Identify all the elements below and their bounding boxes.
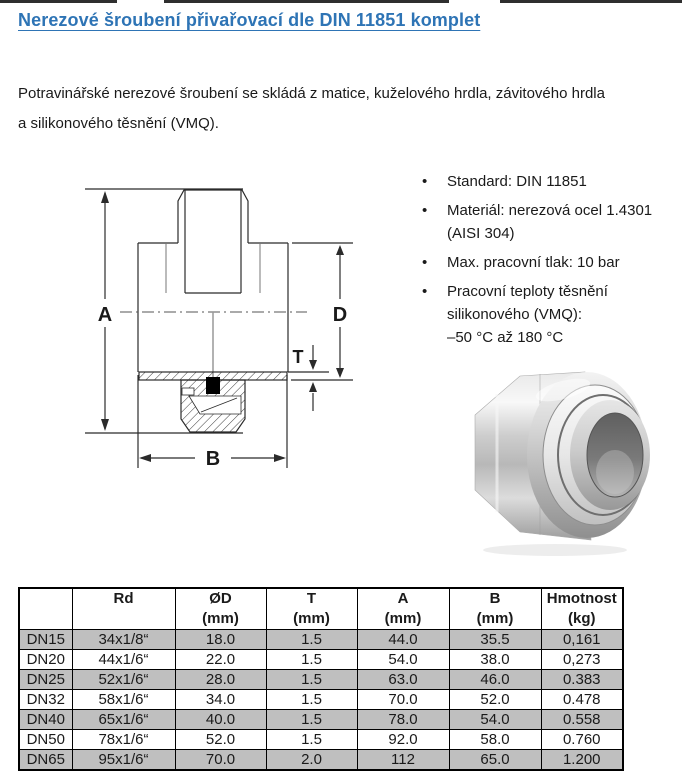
technical-drawing [55, 165, 375, 495]
spec-item [420, 170, 682, 193]
table-cell: 52.0 [449, 690, 541, 710]
table-cell: 1.5 [266, 670, 357, 690]
table-cell: 0.558 [541, 710, 623, 730]
dimension-label-b: B [205, 448, 221, 470]
table-row [19, 670, 623, 690]
spec-item [420, 280, 682, 349]
table-header-cell: Hmotnost (kg) [541, 588, 623, 630]
table-cell: DN40 [19, 710, 72, 730]
table-cell: 112 [357, 750, 449, 771]
table-row [19, 730, 623, 750]
dimension-label-d: D [332, 304, 348, 326]
table-cell: DN15 [19, 630, 72, 650]
spec-line: Standard: DIN 11851 [447, 173, 587, 190]
table-cell: 46.0 [449, 670, 541, 690]
table-cell: DN25 [19, 670, 72, 690]
table-row [19, 630, 623, 650]
table-cell: 1.5 [266, 730, 357, 750]
table-cell: 78.0 [357, 710, 449, 730]
page-title[interactable]: Nerezové šroubení přivařovací dle DIN 11851 komplet [18, 10, 481, 30]
spec-item [420, 251, 682, 274]
table-cell: 52.0 [175, 730, 266, 750]
table-cell: 1.5 [266, 650, 357, 670]
table-cell: 18.0 [175, 630, 266, 650]
table-cell: 58x1/6“ [72, 690, 175, 710]
table-header-cell: A (mm) [357, 588, 449, 630]
table-cell: 92.0 [357, 730, 449, 750]
table-cell: 54.0 [357, 650, 449, 670]
bullet-icon: • [422, 283, 428, 300]
intro-paragraph [18, 79, 680, 139]
table-cell: 0,161 [541, 630, 623, 650]
table-cell: 1.5 [266, 710, 357, 730]
table-cell: 70.0 [175, 750, 266, 771]
spec-line: Max. pracovní tlak: 10 bar [447, 254, 620, 271]
table-cell: DN32 [19, 690, 72, 710]
spec-line: Pracovní teploty těsnění [447, 283, 608, 300]
table-row [19, 710, 623, 730]
table-cell: 70.0 [357, 690, 449, 710]
table-header-cell: ØD (mm) [175, 588, 266, 630]
table-cell: 35.5 [449, 630, 541, 650]
table-header-cell: Rd [72, 588, 175, 630]
table-header-row [19, 588, 623, 630]
table-cell: 0.760 [541, 730, 623, 750]
table-cell: 52x1/6“ [72, 670, 175, 690]
table-cell: 1.200 [541, 750, 623, 771]
table-row [19, 690, 623, 710]
table-cell: DN65 [19, 750, 72, 771]
table-row [19, 750, 623, 771]
bullet-icon: • [422, 202, 428, 219]
dimensions-table [18, 587, 624, 771]
table-cell: 0.383 [541, 670, 623, 690]
table-cell: 65.0 [449, 750, 541, 771]
table-header-cell: T (mm) [266, 588, 357, 630]
spec-list [420, 170, 682, 355]
table-cell: 22.0 [175, 650, 266, 670]
bullet-icon: • [422, 254, 428, 271]
table-cell: 44.0 [357, 630, 449, 650]
bullet-icon: • [422, 173, 428, 190]
table-cell: 40.0 [175, 710, 266, 730]
table-cell: 28.0 [175, 670, 266, 690]
spec-line: –50 °C až 180 °C [447, 329, 564, 346]
product-photo [445, 360, 675, 560]
intro-line-2: a silikonového těsnění (VMQ). [18, 115, 219, 132]
table-cell: 44x1/6“ [72, 650, 175, 670]
intro-line-1: Potravinářské nerezové šroubení se skládá z matice, kuželového hrdla, závitového hrdla [18, 85, 605, 102]
table-cell: DN20 [19, 650, 72, 670]
table-cell: 63.0 [357, 670, 449, 690]
table-cell: 95x1/6“ [72, 750, 175, 771]
table-cell: 78x1/6“ [72, 730, 175, 750]
table-header-cell [19, 588, 72, 630]
table-cell: 1.5 [266, 690, 357, 710]
spec-line: (AISI 304) [447, 225, 515, 242]
table-cell: 34x1/8“ [72, 630, 175, 650]
spec-line: Materiál: nerezová ocel 1.4301 [447, 202, 653, 219]
table-cell: 0.478 [541, 690, 623, 710]
table-cell: 1.5 [266, 630, 357, 650]
table-cell: 0,273 [541, 650, 623, 670]
table-cell: 34.0 [175, 690, 266, 710]
table-cell: 54.0 [449, 710, 541, 730]
spec-line: silikonového (VMQ): [447, 306, 583, 323]
page-edge-artifact [0, 0, 682, 3]
table-row [19, 650, 623, 670]
table-header-cell: B (mm) [449, 588, 541, 630]
table-cell: 58.0 [449, 730, 541, 750]
dimension-label-a: A [97, 304, 113, 326]
table-cell: 38.0 [449, 650, 541, 670]
spec-item [420, 199, 682, 245]
table-cell: DN50 [19, 730, 72, 750]
table-cell: 65x1/6“ [72, 710, 175, 730]
dimension-label-t: T [292, 347, 304, 367]
table-cell: 2.0 [266, 750, 357, 771]
